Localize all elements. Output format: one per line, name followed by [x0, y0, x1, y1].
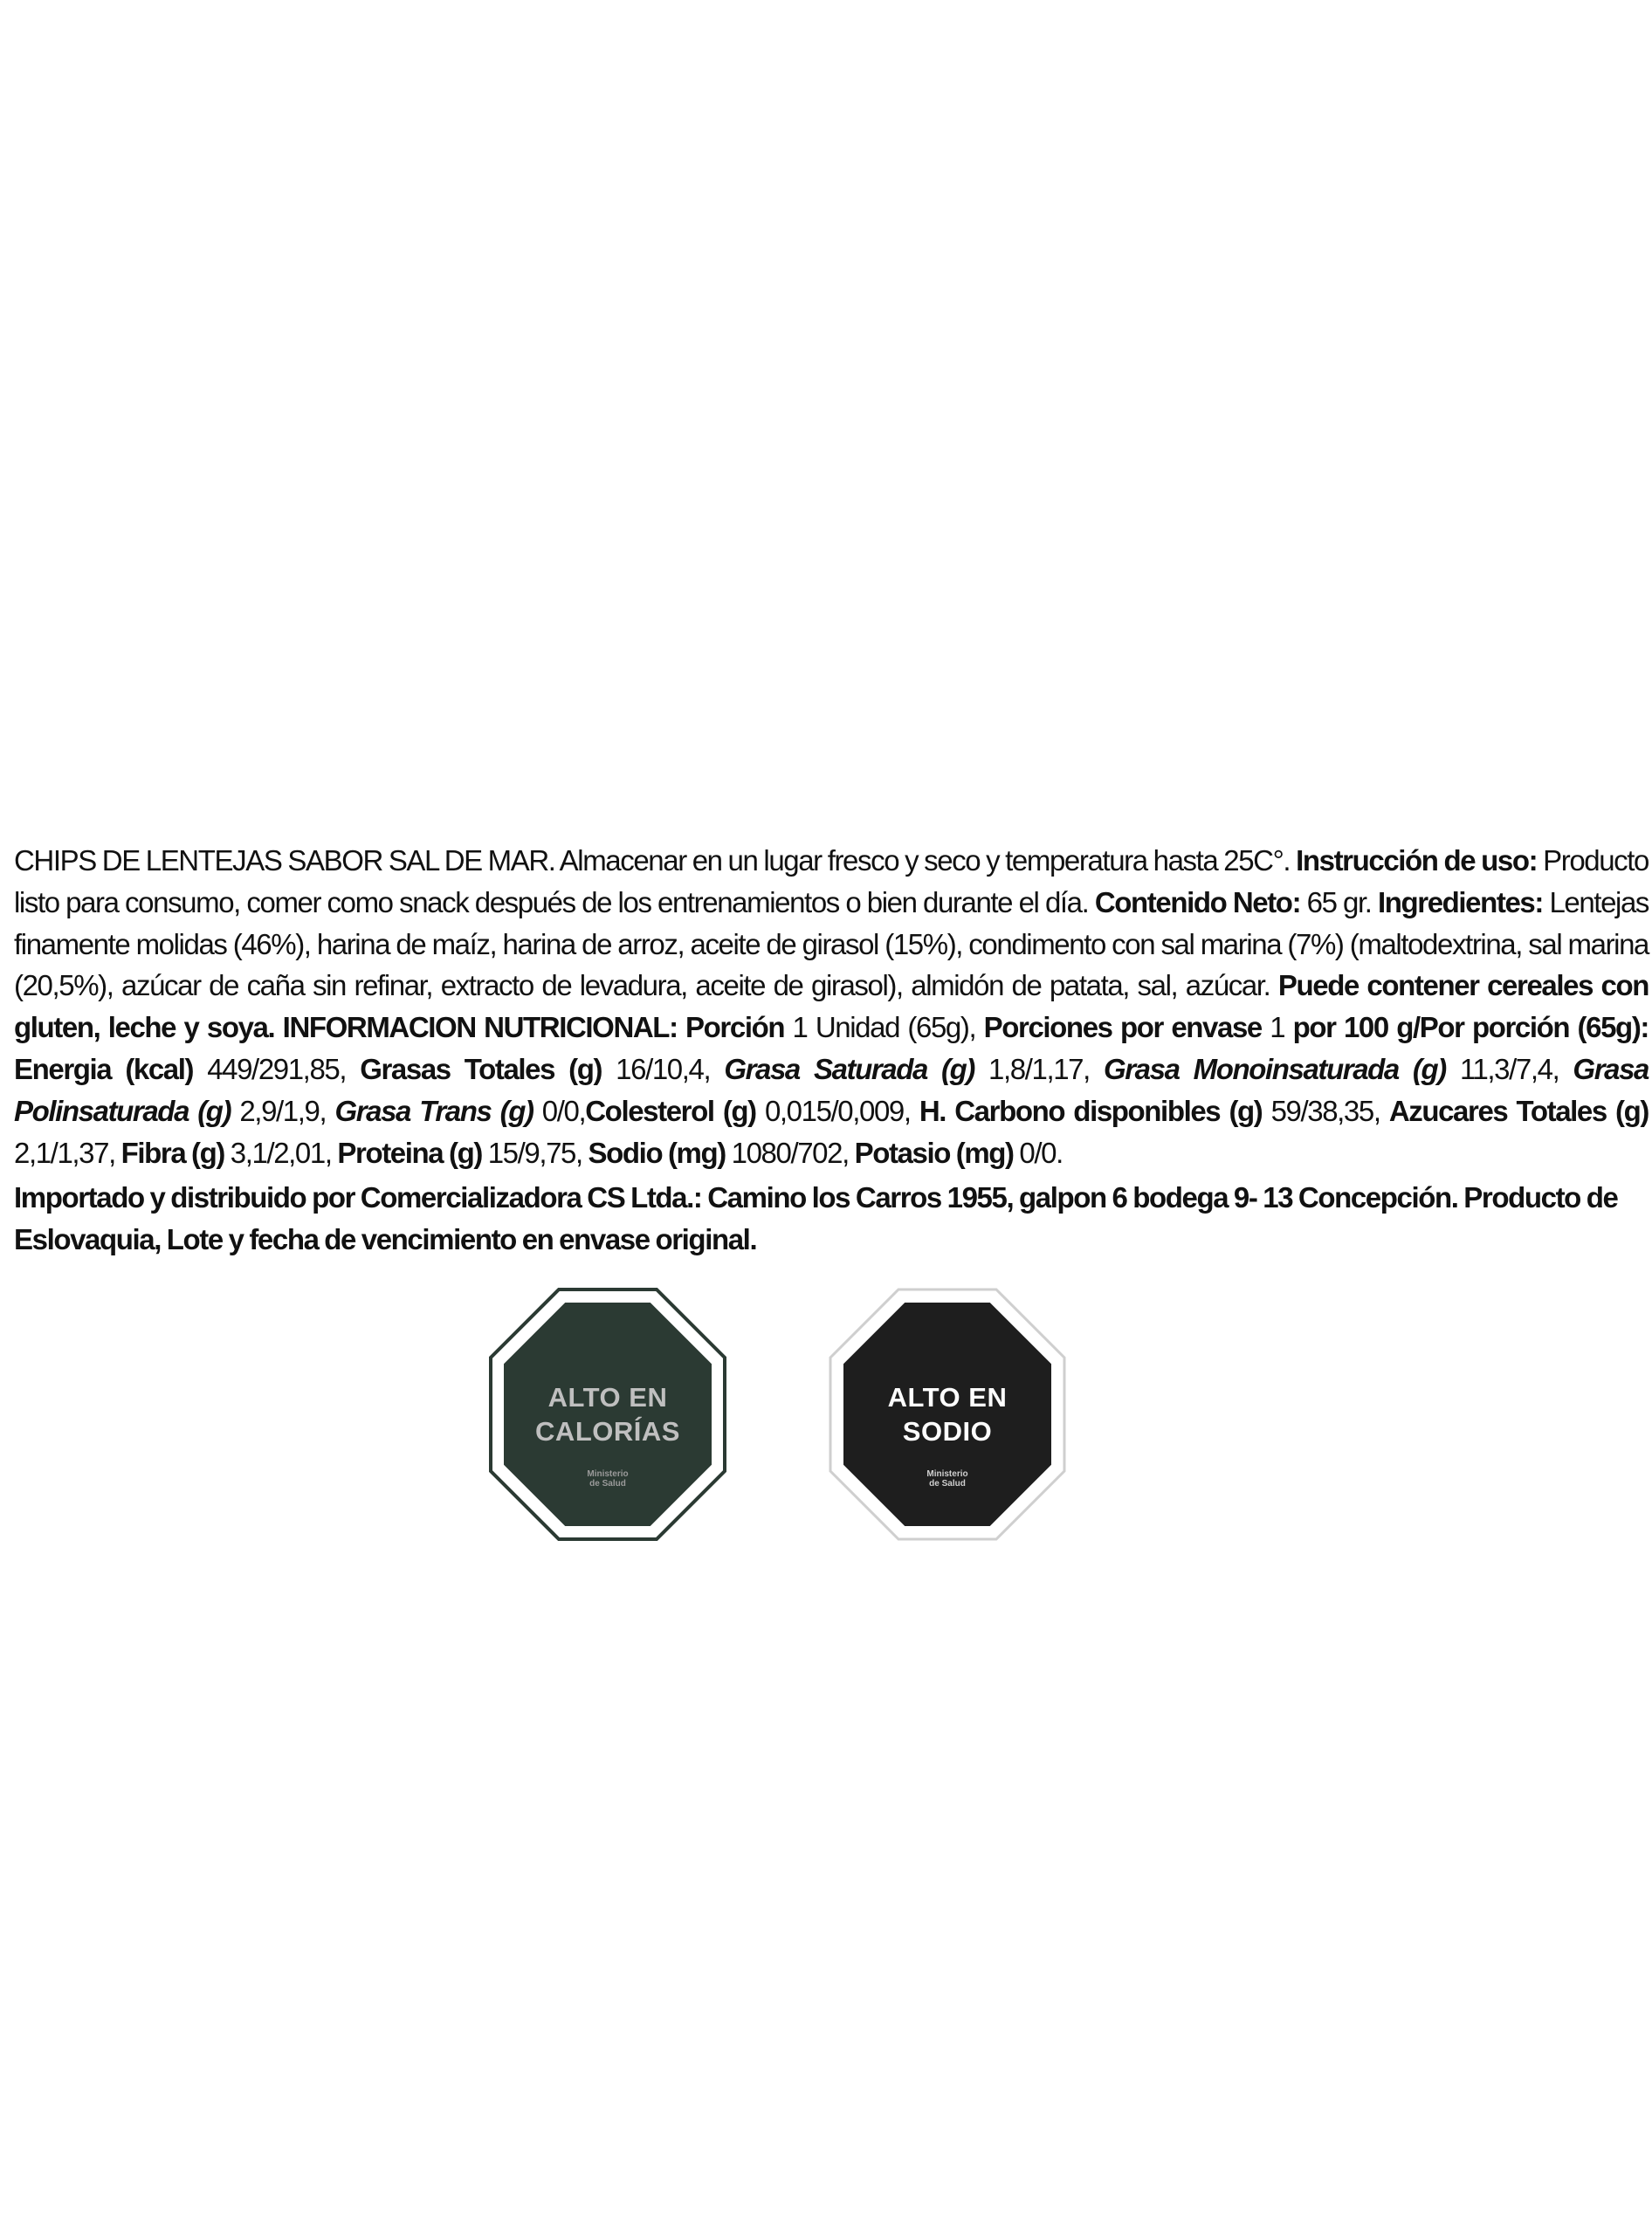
polyunsaturated-fat-value: 2,9/1,9, — [231, 1094, 335, 1127]
sodium-label: Sodio (mg) — [588, 1136, 726, 1169]
saturated-fat-label: Grasa Saturada (g) — [724, 1052, 974, 1085]
net-content-value: 65 gr. — [1300, 885, 1378, 918]
cholesterol-label: Colesterol (g) — [585, 1094, 756, 1127]
fiber-value: 3,1/2,01, — [224, 1136, 338, 1169]
seal-title: ALTO EN SODIO — [887, 1382, 1008, 1447]
ingredients-text: Lentejas finamente molidas (46%), harina de maíz, harina de arroz, aceite de girasol (15%), condimento con sal marina (7%) (maltodextrina, sal marina (20,5%), azúcar de caña sin refinar, extracto de levadura, aceite de girasol), almidón de patata, sal, azúcar. — [14, 885, 1649, 1002]
potassium-value: 0/0. — [1013, 1136, 1063, 1169]
saturated-fat-value: 1,8/1,17, — [974, 1052, 1104, 1085]
total-sugars-value: 2,1/1,37, — [14, 1136, 121, 1169]
monounsaturated-fat-label: Grasa Monoinsaturada (g) — [1103, 1052, 1446, 1085]
product-label-text — [14, 840, 1649, 1261]
seal-issuer: Ministerio de Salud — [926, 1469, 968, 1489]
protein-label: Proteina (g) — [337, 1136, 482, 1169]
seal-title: ALTO EN CALORÍAS — [535, 1382, 680, 1447]
nutrition-heading: INFORMACION NUTRICIONAL: Porción — [274, 1011, 785, 1044]
energy-label: por 100 g/Por porción (65g): Energia (kcal) — [14, 1011, 1649, 1085]
polyunsaturated-fat-label: Grasa Polinsaturada (g) — [14, 1052, 1649, 1127]
monounsaturated-fat-value: 11,3/7,4, — [1445, 1052, 1573, 1085]
usage-instruction-text: Producto listo para consumo, comer como snack después de los entrenamientos o bien durante el día. — [14, 844, 1649, 918]
ingredients-label: Ingredientes: — [1377, 885, 1543, 918]
seal-issuer: Ministerio de Salud — [587, 1469, 629, 1489]
carbohydrates-value: 59/38,35, — [1262, 1094, 1389, 1127]
total-fat-value: 16/10,4, — [602, 1052, 725, 1085]
fiber-label: Fibra (g) — [120, 1136, 224, 1169]
total-sugars-label: Azucares Totales (g) — [1388, 1094, 1649, 1127]
trans-fat-value: 0/0, — [533, 1094, 586, 1127]
protein-value: 15/9,75, — [481, 1136, 589, 1169]
cholesterol-value: 0,015/0,009, — [755, 1094, 919, 1127]
importer-info: Importado y distribuido por Comercializadora CS Ltda.: Camino los Carros 1955, galpon 6 bodega 9- 13 Concepción. Producto de Eslovaquia, Lote y fecha de vencimiento en envase original. — [14, 1181, 1618, 1256]
portions-per-package-value: 1 — [1261, 1011, 1293, 1044]
energy-value: 449/291,85, — [193, 1052, 361, 1085]
carbohydrates-label: H. Carbono disponibles (g) — [919, 1094, 1263, 1127]
sodium-value: 1080/702, — [725, 1136, 855, 1169]
product-name: CHIPS DE LENTEJAS SABOR SAL DE MAR. — [14, 844, 555, 877]
total-fat-label: Grasas Totales (g) — [360, 1052, 602, 1085]
high-sodium-seal — [829, 1288, 1066, 1541]
potassium-label: Potasio (mg) — [854, 1136, 1014, 1169]
portion-value: 1 Unidad (65g), — [784, 1011, 984, 1044]
portions-per-package-label: Porciones por envase — [983, 1011, 1262, 1044]
storage-text: Almacenar en un lugar fresco y seco y temperatura hasta 25C°. — [554, 844, 1297, 877]
allergen-warning: Puede contener cereales con gluten, leche y soya. — [14, 969, 1649, 1044]
high-calories-seal — [489, 1288, 726, 1541]
usage-instruction-label: Instrucción de uso: — [1296, 844, 1538, 877]
trans-fat-label: Grasa Trans (g) — [334, 1094, 533, 1127]
net-content-label: Contenido Neto: — [1094, 885, 1301, 918]
label-paragraph — [14, 840, 1649, 1173]
warning-seals — [0, 1288, 1652, 1541]
